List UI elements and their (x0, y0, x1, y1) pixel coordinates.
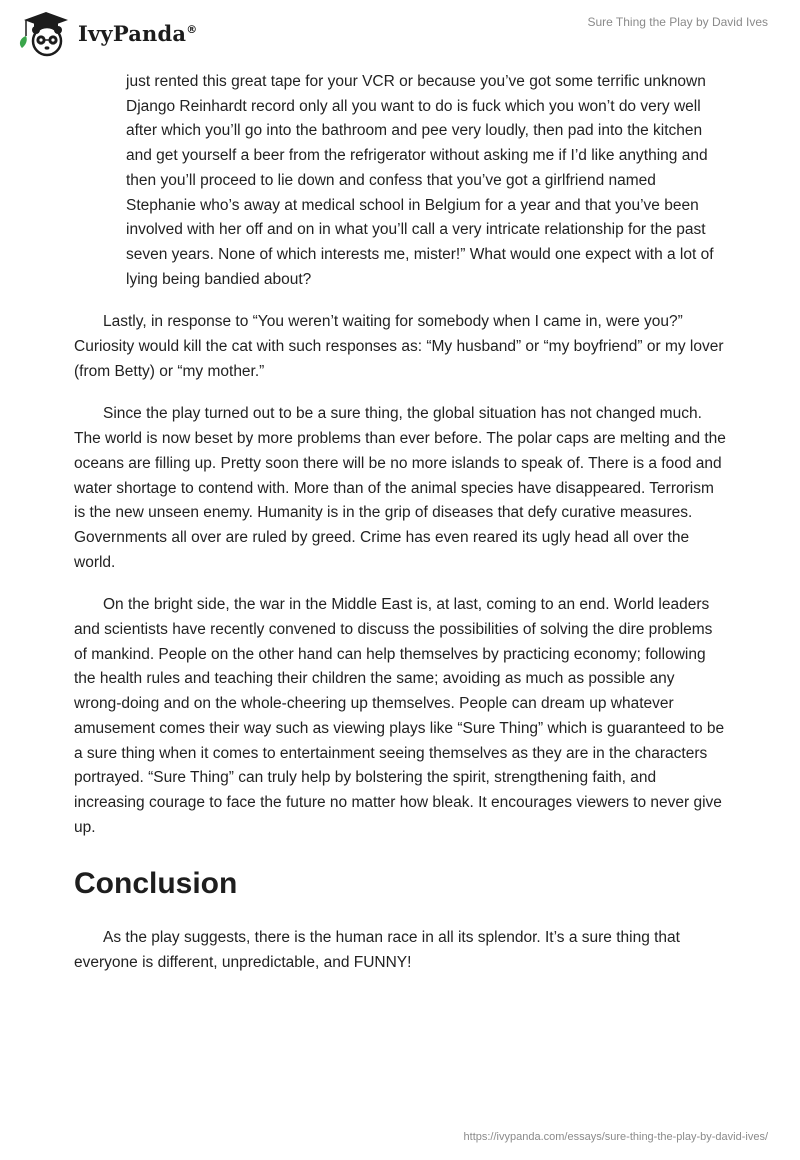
body-paragraph: On the bright side, the war in the Middle East is, at last, coming to an end. World leaders and scientists have recently convened to discuss the possibilities of solving the dire problems of mankind. People on the other hand can help themselves by practicing economy; following the health rules and teaching their children the same; avoiding as much as possible any wrong-doing and on the whole-cheering up themselves. People can dream up whatever amusement comes their way such as viewing plays like “Sure Thing” which is guaranteed to be a sure thing when it comes to entertainment seeing themselves as they are in the characters portrayed. “Sure Thing” can truly help by bolstering the spirit, strengthening faith, and increasing courage to face the future no matter how bleak. It encourages viewers to never give up. (74, 596, 725, 836)
conclusion-heading: Conclusion (74, 867, 238, 901)
conclusion-paragraph: As the play suggests, there is the human race in all its splendor. It’s a sure thing that everyone is different, unpredictable, and FUNNY! (74, 929, 680, 972)
source-url-link[interactable]: https://ivypanda.com/essays/sure-thing-the-play-by-david-ives/ (463, 1131, 768, 1143)
document-title: Sure Thing the Play by David Ives (587, 15, 768, 29)
page-header (0, 0, 800, 70)
panda-graduate-icon (14, 8, 74, 58)
body-paragraph: Since the play turned out to be a sure thing, the global situation has not changed much. The world is now beset by more problems than ever before. The polar caps are melting and the oceans are filling up. Pretty soon there will be no more islands to speak of. There is a food and water shortage to contend with. More than of the animal species have disappeared. Terrorism is the new unseen enemy. Humanity is in the grip of diseases that defy curative measures. Governments all over are ruled by greed. Crime has even reared its ugly head all over the world. (74, 405, 726, 571)
block-quote: just rented this great tape for your VCR or because you’ve got some terrific unknown Django Reinhardt record only all you want to do is fuck which you won’t do very well after which you’ll go into the bathroom and pee very loudly, then pad into the kitchen and get yourself a beer from the refrigerator without asking me if I’d like anything and then you’ll proceed to lie down and confess that you’ve got a girlfriend named Stephanie who’s away at medical school in Belgium for a year and that you’ve been involved with her off and on in what you’ll call a very intricate relationship for the past seven years. None of which interests me, mister!” What would one expect with a lot of lying being bandied about? (126, 73, 714, 288)
body-paragraph: Lastly, in response to “You weren’t waiting for somebody when I came in, were you?” Curiosity would kill the cat with such responses as: “My husband” or “my boyfriend” or my lover (from Betty) or “my mother.” (74, 313, 724, 380)
brand-name: IvyPanda® (78, 20, 198, 46)
ivypanda-logo[interactable] (14, 8, 197, 58)
essay-content (74, 70, 726, 976)
